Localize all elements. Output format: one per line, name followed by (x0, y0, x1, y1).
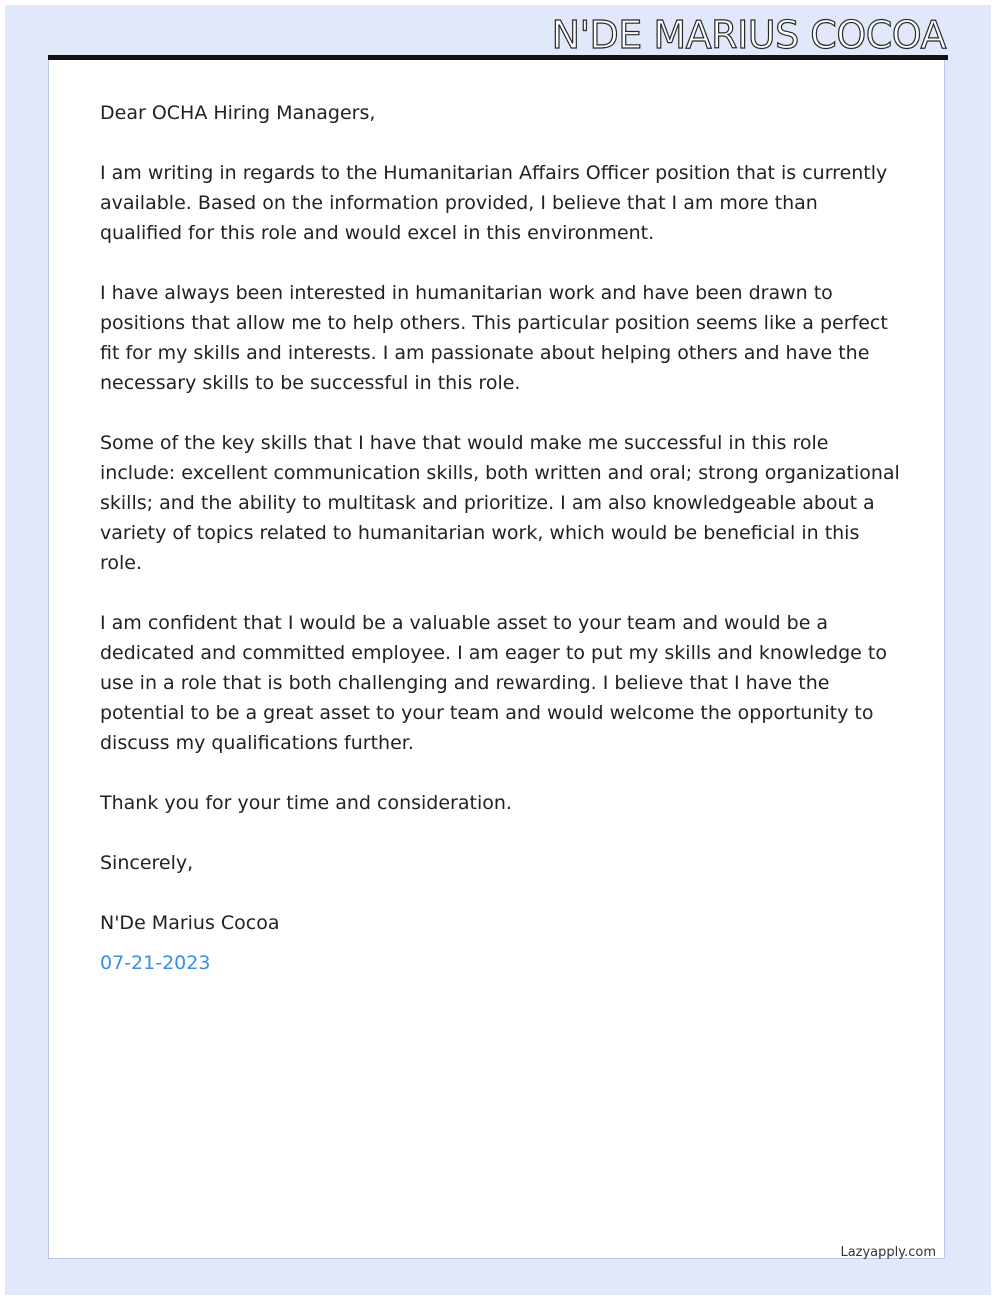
paragraph-4: I am confident that I would be a valuable asset to your team and would be a dedicated and committed employee. I am eager to put my skills and knowledge to use in a role that is both challenging and rewarding. I believe that I have the potential to be a great asset to your team and would welcome the opportunity to discuss my qualifications further. (100, 612, 887, 754)
paragraph-2: I have always been interested in humanitarian work and have been drawn to positions that allow me to help others. This particular position seems like a perfect fit for my skills and interests. I am passionate about helping others and have the necessary skills to be successful in this role. (100, 282, 888, 394)
letter-date: 07-21-2023 (100, 952, 211, 974)
signature-name: N'De Marius Cocoa (100, 912, 280, 934)
header-name: N'DE MARIUS COCOA (551, 13, 946, 57)
paragraph-1: I am writing in regards to the Humanitarian Affairs Officer position that is currently available. Based on the information provided, I believe that I am more than qualified for this role and would excel in this environment. (100, 162, 888, 244)
letter-body (100, 98, 900, 978)
paragraph-3: Some of the key skills that I have that would make me successful in this role include: excellent communication skills, both written and oral; strong organizational skills; and the ability to multitask and prioritize. I am also knowledgeable about a variety of topics related to humanitarian work, which would be beneficial in this role. (100, 432, 900, 574)
salutation: Dear OCHA Hiring Managers, (100, 102, 376, 124)
paragraph-5: Thank you for your time and consideration. (100, 792, 512, 814)
watermark: Lazyapply.com (840, 1245, 936, 1260)
closing: Sincerely, (100, 852, 194, 874)
